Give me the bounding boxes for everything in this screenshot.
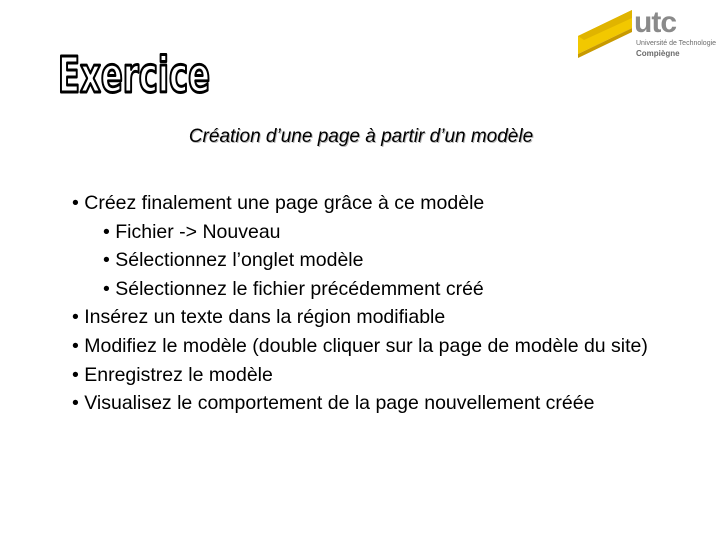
- title-text: Exercice: [58, 46, 210, 104]
- bullet-subitem: • Fichier -> Nouveau: [103, 220, 281, 243]
- bullet-item: • Insérez un texte dans la région modifiable: [72, 306, 446, 329]
- bullet-list: [72, 189, 672, 418]
- bullet-subitem: • Sélectionnez le fichier précédemment créé: [103, 277, 484, 300]
- bullet-subitem: • Sélectionnez l’onglet modèle: [103, 249, 364, 272]
- logo-city-line: Compiègne: [636, 49, 680, 58]
- bullet-item: • Modifiez le modèle (double cliquer sur la page de modèle du site): [72, 334, 648, 357]
- bullet-item: • Enregistrez le modèle: [72, 363, 273, 386]
- slide-title: [54, 36, 224, 104]
- bullet-item: • Créez finalement une page grâce à ce modèle: [72, 192, 485, 214]
- logo-university-line: Université de Technologie: [636, 40, 717, 47]
- subtitle-text: Création d’une page à partir d’un modèle: [188, 126, 534, 147]
- slide-subtitle: [0, 124, 720, 150]
- logo-wordmark: utc: [634, 6, 676, 39]
- logo-swoosh-icon: [574, 6, 634, 60]
- bullet-item: • Visualisez le comportement de la page nouvellement créée: [72, 392, 595, 415]
- utc-logo: [574, 6, 717, 60]
